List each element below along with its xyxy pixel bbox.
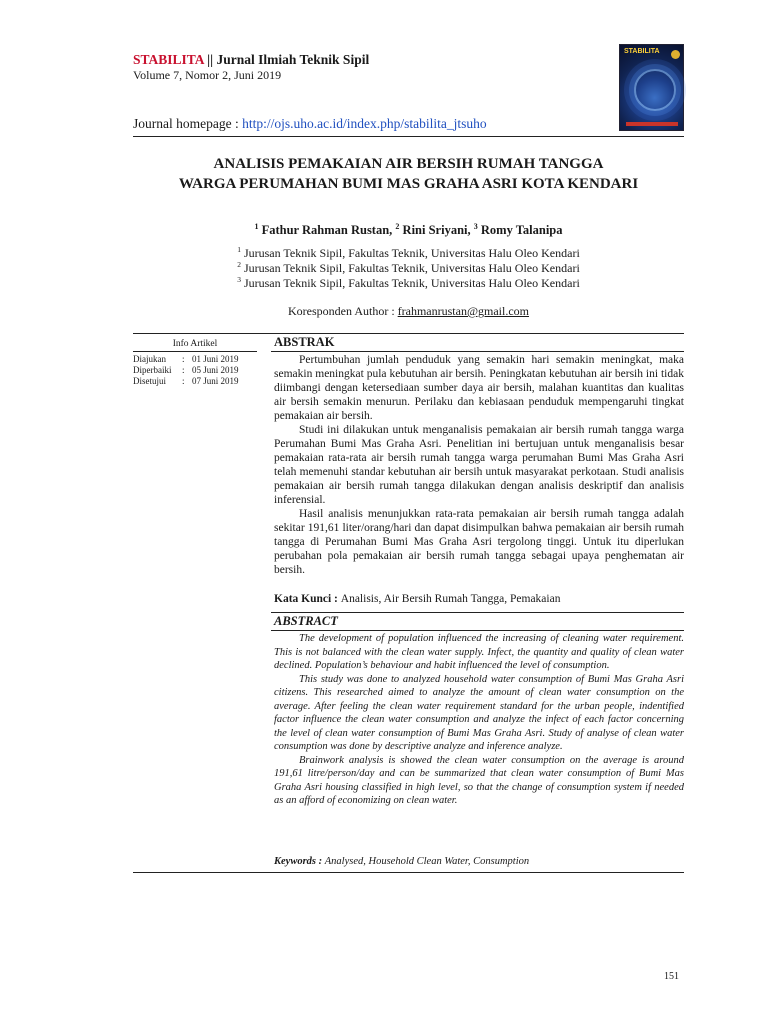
journal-volume: Volume 7, Nomor 2, Juni 2019 bbox=[133, 68, 282, 82]
cover-seal-icon bbox=[671, 50, 680, 59]
affiliation-2-text: Jurusan Teknik Sipil, Fakultas Teknik, Universitas Halu Oleo Kendari bbox=[243, 261, 580, 275]
journal-header bbox=[133, 52, 369, 82]
affiliation-1-text: Jurusan Teknik Sipil, Fakultas Teknik, Universitas Halu Oleo Kendari bbox=[243, 246, 580, 260]
date-colon: : bbox=[182, 365, 185, 375]
abstract-paragraph-2: This study was done to analyzed household water consumption of Bumi Mas Graha Asri citizens. This researched aimed to analyze the amount of clean water consumption on the average. After feeling the clean water requirement standard for the urban people, indentified factor influence the clean water consumption and analyze the infect of each factor concerning the level of clean water consumption of Bumi Mas Graha Asri. Study of analyse of clean water consumption was done by descriptive analyze and inference analyze. bbox=[274, 673, 684, 752]
author-1-sup: 1 bbox=[254, 222, 259, 231]
abstrak-body bbox=[274, 353, 684, 577]
date-label: Diajukan bbox=[133, 354, 166, 364]
date-value: 07 Juni 2019 bbox=[192, 376, 239, 386]
journal-brand: STABILITA bbox=[133, 52, 204, 67]
abstrak-paragraph-1: Pertumbuhan jumlah penduduk yang semakin hari semakin meningkat, maka semakin meningkat pula kebutuhan air bersih. Peningkatan kebutuhan air bersih ini tidak diimbangi dengan ketersediaan sumber daya air bersih, malahan kuantitas dan kualitas air bersih semakin menurun. Perilaku dan kebiasaan penduduk mempengaruhi tingkat pemakaian air bersih. bbox=[274, 354, 684, 422]
correspondence bbox=[133, 304, 684, 319]
keywords bbox=[274, 856, 529, 867]
affiliation-1-sup: 1 bbox=[237, 245, 241, 254]
journal-name: Jurnal Ilmiah Teknik Sipil bbox=[216, 52, 370, 67]
journal-separator: || bbox=[203, 52, 217, 67]
affiliation-2-sup: 2 bbox=[237, 260, 241, 269]
affiliation-3 bbox=[133, 272, 684, 291]
abstrak-heading-divider bbox=[271, 351, 684, 352]
abstract-paragraph-3: Brainwork analysis is showed the clean water consumption on the average is around 191,61 litre/person/day and can be summarized that clean water consumption of Bumi Mas Graha Asri housing classified in high level, so that the change of consumption system if needed as an afford of economizing on clean water. bbox=[274, 754, 684, 806]
cover-strip bbox=[626, 122, 678, 126]
cover-title: STABILITA bbox=[624, 48, 660, 55]
affiliation-3-sup: 3 bbox=[237, 275, 241, 284]
homepage-link[interactable]: http://ojs.uho.ac.id/index.php/stabilita_jtsuho bbox=[242, 116, 487, 131]
abstract-heading-divider bbox=[271, 630, 684, 631]
info-divider bbox=[133, 351, 257, 352]
abstract-body bbox=[274, 632, 684, 808]
abstract-heading: ABSTRACT bbox=[274, 614, 338, 628]
kata-kunci bbox=[274, 593, 560, 605]
keywords-label: Keywords : bbox=[274, 856, 325, 867]
info-heading: Info Artikel bbox=[172, 339, 218, 349]
date-colon: : bbox=[182, 354, 185, 364]
author-3-sup: 3 bbox=[473, 222, 478, 231]
keywords-divider bbox=[271, 612, 684, 613]
date-row bbox=[133, 365, 239, 376]
paper-title bbox=[133, 154, 684, 194]
date-label: Disetujui bbox=[133, 376, 166, 386]
journal-cover-image bbox=[619, 44, 684, 131]
author-2-sup: 2 bbox=[395, 222, 400, 231]
title-line-1: ANALISIS PEMAKAIAN AIR BERSIH RUMAH TANGGA bbox=[213, 156, 604, 172]
abstrak-paragraph-2: Studi ini dilakukan untuk menganalisis pemakaian air bersih rumah tangga warga Perumahan Bumi Mas Graha Asri. Penelitian ini bertujuan untuk menganalisis besar pemakaian rata-rata air bersih rumah tangga warga perumahan Bumi Mas Graha Asri telah memenuhi standar kebutuhan air bersih untuk masyarakat perkotaan. Studi analisis pemakaian air bersih rumah tangga dilakukan dengan analisis deskriptif dan analisis inferensial. bbox=[274, 424, 684, 506]
date-value: 05 Juni 2019 bbox=[192, 365, 239, 375]
author-2: Rini Sriyani, bbox=[402, 223, 471, 238]
kata-kunci-value: Analisis, Air Bersih Rumah Tangga, Pemakaian bbox=[340, 593, 561, 605]
affiliation-3-text: Jurusan Teknik Sipil, Fakultas Teknik, Universitas Halu Oleo Kendari bbox=[243, 276, 580, 290]
abstract-paragraph-1: The development of population influenced the increasing of cleaning water requirement. This is not balanced with the clean water supply. Infect, the quantity and quality of clean water declined. Population’s behaviour and habit influenced the level of consumption. bbox=[274, 633, 684, 671]
abstrak-heading: ABSTRAK bbox=[274, 335, 335, 349]
journal-name-line bbox=[133, 52, 369, 68]
date-row bbox=[133, 354, 239, 365]
article-dates bbox=[133, 354, 239, 387]
title-line-2: WARGA PERUMAHAN BUMI MAS GRAHA ASRI KOTA KENDARI bbox=[178, 176, 639, 192]
cover-ripple-graphic bbox=[634, 69, 676, 111]
author-list bbox=[133, 222, 684, 238]
page-number: 151 bbox=[664, 971, 679, 982]
kata-kunci-label: Kata Kunci : bbox=[274, 593, 341, 605]
header-divider bbox=[133, 136, 684, 137]
correspondence-label: Koresponden Author : bbox=[288, 304, 398, 318]
abstrak-paragraph-3: Hasil analisis menunjukkan rata-rata pemakaian air bersih rumah tangga adalah sekitar 191,61 liter/orang/hari dan dapat disimpulkan bahwa pemakaian air bersih rumah tangga di Perumahan Bumi Mas Graha Asri tergolong tinggi. Untuk itu diperlukan perubahan pola pemakaian air bersih rumah tangga sebagai upaya penghematan air bersih. bbox=[274, 508, 684, 576]
abstract-top-divider bbox=[133, 333, 684, 334]
keywords-value: Analysed, Household Clean Water, Consumption bbox=[324, 856, 530, 867]
date-row bbox=[133, 376, 239, 387]
homepage-label: Journal homepage : bbox=[133, 116, 243, 131]
author-1: Fathur Rahman Rustan, bbox=[261, 223, 393, 238]
date-value: 01 Juni 2019 bbox=[192, 354, 239, 364]
abstract-bottom-divider bbox=[133, 872, 684, 873]
date-colon: : bbox=[182, 376, 185, 386]
author-3: Romy Talanipa bbox=[480, 223, 563, 238]
correspondence-email[interactable]: frahmanrustan@gmail.com bbox=[397, 304, 529, 318]
date-label: Diperbaiki bbox=[133, 365, 172, 375]
journal-homepage bbox=[133, 116, 487, 132]
